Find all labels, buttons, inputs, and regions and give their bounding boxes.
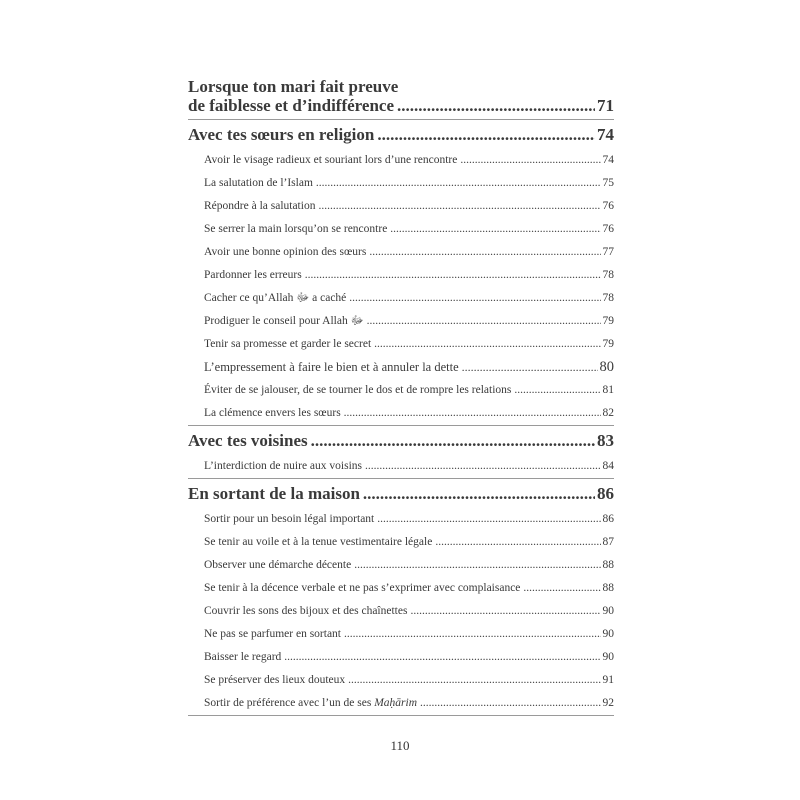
item-label: Cacher ce qu’Allah ﷻ a caché — [204, 292, 347, 304]
item-page-number: 91 — [602, 674, 614, 686]
toc-chapter-religion — [188, 120, 614, 149]
toc-item[interactable] — [188, 356, 614, 379]
dot-leader — [420, 692, 601, 715]
toc-item[interactable] — [188, 402, 614, 425]
item-label: La salutation de l’Islam — [204, 177, 313, 189]
dot-leader — [348, 669, 600, 692]
item-label: L’interdiction de nuire aux voisins — [204, 460, 362, 472]
dot-leader — [374, 333, 600, 356]
divider-rule — [188, 715, 614, 716]
chapter-items-sortant — [188, 508, 614, 715]
dot-leader — [354, 554, 600, 577]
item-page-number: 80 — [599, 359, 614, 375]
toc-item[interactable] — [188, 333, 614, 356]
item-label: Se serrer la main lorsqu’on se rencontre — [204, 223, 388, 235]
toc-item[interactable] — [188, 195, 614, 218]
dot-leader — [365, 455, 601, 478]
dot-leader — [460, 149, 600, 172]
item-label: Se préserver des lieux douteux — [204, 674, 346, 686]
item-label: Avoir une bonne opinion des sœurs — [204, 246, 367, 258]
toc-chapter-entry[interactable] — [188, 125, 614, 145]
item-page-number: 82 — [602, 407, 614, 419]
item-page-number: 84 — [602, 460, 614, 472]
item-page-number: 76 — [602, 200, 614, 212]
item-label: Se tenir à la décence verbale et ne pas s’exprimer avec complaisance — [204, 582, 521, 594]
item-page-number: 75 — [602, 177, 614, 189]
item-page-number: 77 — [602, 246, 614, 258]
item-label: Couvrir les sons des bijoux et des chaînettes — [204, 605, 408, 617]
toc-item[interactable] — [188, 455, 614, 478]
item-label-italic: Maḥārim — [374, 697, 417, 709]
dot-leader — [305, 264, 601, 287]
toc-item[interactable] — [188, 149, 614, 172]
item-page-number: 79 — [602, 338, 614, 350]
toc-chapter-entry[interactable] — [188, 484, 614, 504]
item-label: Observer une démarche décente — [204, 559, 352, 571]
item-label — [204, 692, 417, 715]
item-page-number: 78 — [602, 269, 614, 281]
toc-item[interactable] — [188, 646, 614, 669]
item-page-number: 92 — [602, 697, 614, 709]
chapter-title-line1: Lorsque ton mari fait preuve — [188, 77, 399, 96]
toc-chapter-mari — [188, 78, 614, 116]
chapter-title-line2: de faiblesse et d’indifférence — [188, 96, 395, 115]
dot-leader — [349, 287, 600, 310]
item-label: Se tenir au voile et à la tenue vestimentaire légale — [204, 536, 433, 548]
item-label-text: Sortir de préférence avec l’un de ses — [204, 697, 372, 709]
item-label: Prodiguer le conseil pour Allah ﷻ — [204, 315, 364, 327]
item-label: Ne pas se parfumer en sortant — [204, 628, 341, 640]
chapter-title: En sortant de la maison — [188, 484, 360, 503]
item-page-number: 81 — [602, 384, 614, 396]
toc-item[interactable] — [188, 264, 614, 287]
dot-leader — [377, 508, 600, 531]
toc-item[interactable] — [188, 623, 614, 646]
item-page-number: 90 — [602, 605, 614, 617]
item-page-number: 88 — [602, 559, 614, 571]
item-page-number: 79 — [602, 315, 614, 327]
item-label: Avoir le visage radieux et souriant lors d’une rencontre — [204, 154, 458, 166]
dot-leader — [514, 379, 600, 402]
item-page-number: 90 — [602, 651, 614, 663]
toc-chapter-entry[interactable] — [188, 96, 614, 116]
item-page-number: 88 — [602, 582, 614, 594]
toc-item[interactable] — [188, 379, 614, 402]
toc-item[interactable] — [188, 577, 614, 600]
table-of-contents — [188, 78, 614, 716]
dot-leader — [344, 402, 601, 425]
chapter-items-religion — [188, 149, 614, 425]
dot-leader — [397, 96, 595, 116]
dot-leader — [377, 125, 595, 145]
toc-chapter-voisines — [188, 426, 614, 455]
toc-item[interactable] — [188, 508, 614, 531]
toc-item[interactable] — [188, 287, 614, 310]
toc-chapter-sortant — [188, 479, 614, 508]
dot-leader — [316, 172, 601, 195]
item-page-number: 86 — [602, 513, 614, 525]
toc-item[interactable] — [188, 692, 614, 715]
chapter-page-number: 86 — [597, 484, 614, 503]
item-label: L’empressement à faire le bien et à annuler la dette — [204, 360, 459, 374]
dot-leader — [523, 577, 600, 600]
item-label: Tenir sa promesse et garder le secret — [204, 338, 372, 350]
toc-item[interactable] — [188, 310, 614, 333]
toc-item[interactable] — [188, 531, 614, 554]
dot-leader — [284, 646, 600, 669]
dot-leader — [344, 623, 601, 646]
toc-chapter-entry[interactable] — [188, 431, 614, 451]
item-page-number: 76 — [602, 223, 614, 235]
dot-leader — [435, 531, 600, 554]
item-page-number: 78 — [602, 292, 614, 304]
toc-item[interactable] — [188, 172, 614, 195]
chapter-items-voisines — [188, 455, 614, 478]
item-label: Pardonner les erreurs — [204, 269, 302, 281]
toc-item[interactable] — [188, 669, 614, 692]
toc-item[interactable] — [188, 241, 614, 264]
page-number: 110 — [390, 738, 410, 753]
toc-item[interactable] — [188, 554, 614, 577]
chapter-page-number: 74 — [597, 125, 614, 144]
item-label: La clémence envers les sœurs — [204, 407, 341, 419]
dot-leader — [390, 218, 600, 241]
item-label: Baisser le regard — [204, 651, 282, 663]
dot-leader — [462, 356, 598, 379]
chapter-title: Avec tes voisines — [188, 431, 308, 450]
dot-leader — [318, 195, 600, 218]
item-page-number: 74 — [602, 154, 614, 166]
item-label: Sortir pour un besoin légal important — [204, 513, 375, 525]
dot-leader — [410, 600, 600, 623]
chapter-page-number: 83 — [597, 431, 614, 450]
chapter-page-number: 71 — [597, 96, 614, 115]
item-page-number: 90 — [602, 628, 614, 640]
dot-leader — [369, 241, 600, 264]
dot-leader — [311, 431, 595, 451]
dot-leader — [363, 484, 595, 504]
toc-item[interactable] — [188, 218, 614, 241]
item-page-number: 87 — [602, 536, 614, 548]
item-label: Répondre à la salutation — [204, 200, 316, 212]
dot-leader — [367, 310, 601, 333]
item-label: Éviter de se jalouser, de se tourner le dos et de rompre les relations — [204, 384, 512, 396]
chapter-title: Avec tes sœurs en religion — [188, 125, 375, 144]
toc-item[interactable] — [188, 600, 614, 623]
